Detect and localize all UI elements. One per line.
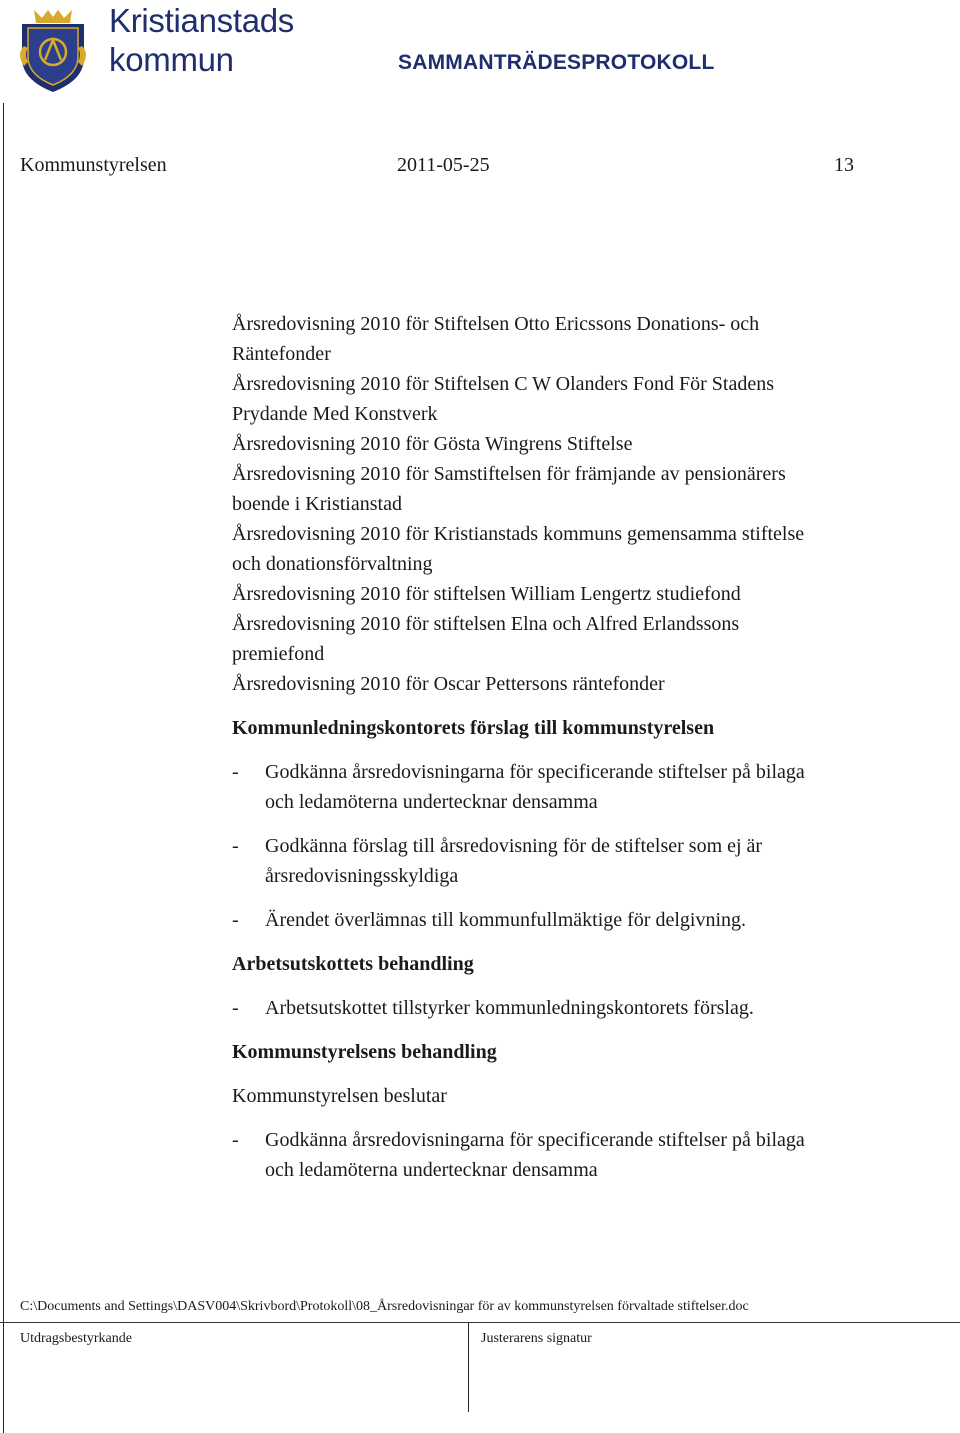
document-file-path: C:\Documents and Settings\DASV004\Skrivbord\Protokoll\08_Årsredovisningar för av kommunstyrelsen förvaltade stiftelser.doc	[20, 1299, 749, 1314]
meeting-date: 2011-05-25	[397, 154, 490, 176]
page-number: 13	[834, 154, 854, 176]
bullet-text: Arbetsutskottet tillstyrker kommunledningskontorets förslag.	[265, 997, 754, 1019]
bullet-text: och ledamöterna undertecknar densamma	[265, 791, 598, 813]
adjuster-signature-label: Justerarens signatur	[481, 1331, 592, 1346]
report-line: boende i Kristianstad	[232, 493, 402, 515]
document-body	[232, 309, 932, 1185]
bullet-text: årsredovisningsskyldiga	[265, 865, 459, 887]
decision-item	[232, 1125, 932, 1185]
report-line: premiefond	[232, 643, 325, 665]
report-line: Årsredovisning 2010 för Samstiftelsen för främjande av pensionärers	[232, 463, 786, 485]
bullet-dash: -	[232, 835, 239, 857]
report-line: Årsredovisning 2010 för Stiftelsen Otto Ericssons Donations- och	[232, 313, 760, 335]
brand-line-2: kommun	[109, 41, 234, 78]
report-line: Prydande Med Konstverk	[232, 403, 438, 425]
bullet-dash: -	[232, 909, 239, 931]
certification-signature-label: Utdragsbestyrkande	[20, 1331, 132, 1346]
bullet-dash: -	[232, 997, 239, 1019]
bullet-dash: -	[232, 761, 239, 783]
decision-intro: Kommunstyrelsen beslutar	[232, 1085, 447, 1107]
report-line: Årsredovisning 2010 för Gösta Wingrens Stiftelse	[232, 433, 633, 455]
signature-divider	[468, 1322, 469, 1412]
left-margin-rule	[3, 103, 4, 1433]
bullet-text: Godkänna årsredovisningarna för specificerande stiftelser på bilaga	[265, 761, 805, 783]
proposal-item	[232, 831, 932, 891]
brand-wordmark	[109, 4, 294, 76]
proposal-item	[232, 757, 932, 817]
report-line: Årsredovisning 2010 för Oscar Pettersons räntefonder	[232, 673, 665, 695]
board-heading: Kommunstyrelsens behandling	[232, 1041, 497, 1063]
committee-heading: Arbetsutskottets behandling	[232, 953, 474, 975]
coat-of-arms-logo	[12, 6, 94, 94]
report-line: Årsredovisning 2010 för stiftelsen Elna och Alfred Erlandssons	[232, 613, 740, 635]
bullet-dash: -	[232, 1129, 239, 1151]
report-line: Årsredovisning 2010 för Kristianstads kommuns gemensamma stiftelse	[232, 523, 805, 545]
proposal-heading: Kommunledningskontorets förslag till kommunstyrelsen	[232, 717, 715, 739]
brand-line-1: Kristianstads	[109, 2, 295, 39]
bullet-text: Godkänna årsredovisningarna för specificerande stiftelser på bilaga	[265, 1129, 805, 1151]
committee-item	[232, 993, 932, 1023]
report-list	[232, 309, 932, 699]
report-line: Räntefonder	[232, 343, 331, 365]
protocol-title: SAMMANTRÄDESPROTOKOLL	[398, 51, 715, 74]
report-line: Årsredovisning 2010 för Stiftelsen C W Olanders Fond För Stadens	[232, 373, 775, 395]
footer-divider	[0, 1322, 960, 1323]
proposal-item	[232, 905, 932, 935]
organization-name: Kommunstyrelsen	[20, 154, 167, 176]
report-line: och donationsförvaltning	[232, 553, 433, 575]
bullet-text: Ärendet överlämnas till kommunfullmäktige för delgivning.	[265, 909, 747, 931]
bullet-text: och ledamöterna undertecknar densamma	[265, 1159, 598, 1181]
report-line: Årsredovisning 2010 för stiftelsen William Lengertz studiefond	[232, 583, 741, 605]
bullet-text: Godkänna förslag till årsredovisning för de stiftelser som ej är	[265, 835, 763, 857]
